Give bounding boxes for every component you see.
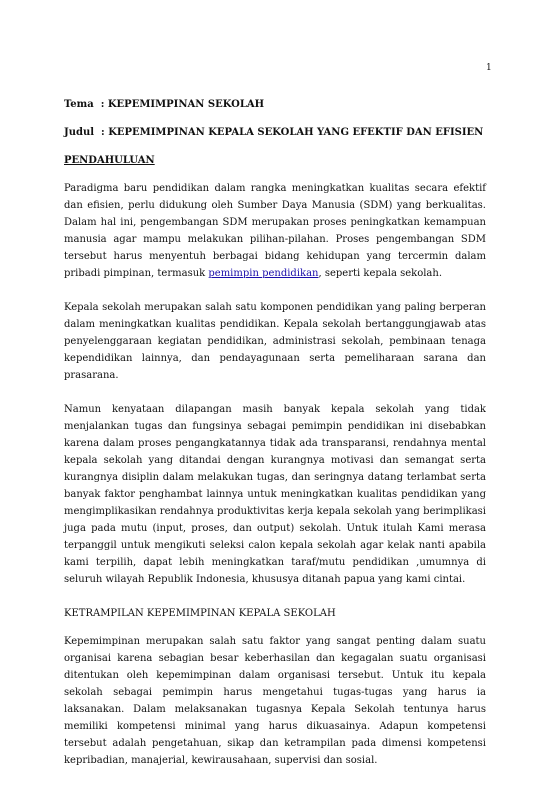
document-body <box>64 96 486 786</box>
keterampilan-heading: KETRAMPILAN KEPEMIMPINAN KEPALA SEKOLAH <box>64 608 336 619</box>
tema-line <box>64 96 486 113</box>
page-number: 1 <box>486 63 492 73</box>
judul-label: Judul <box>64 127 95 138</box>
paragraph-1 <box>64 180 486 282</box>
pemimpin-pendidikan-link[interactable]: pemimpin pendidikan <box>208 268 319 279</box>
pendahuluan-heading: PENDAHULUAN <box>64 155 155 166</box>
paragraph-2: Kepala sekolah merupakan salah satu komponen pendidikan yang paling berperan dalam meningkatkan kualitas pendidikan. Kepala sekolah bertanggungjawab atas penyelenggaraan kegiatan pendidikan, administrasi sekolah, pembinaan tenaga kependidikan lainnya, dan pendayagunaan serta pemeliharaan sarana dan prasarana. <box>64 302 486 381</box>
paragraph-1-text-b: , seperti kepala sekolah. <box>318 268 442 279</box>
judul-line <box>64 124 486 141</box>
tema-value: : KEPEMIMPINAN SEKOLAH <box>100 99 265 110</box>
paragraph-1-text-a: Paradigma baru pendidikan dalam rangka meningkatkan kualitas secara efektif dan efisien, perlu didukung oleh Sumber Daya Manusia (SDM) yang berkualitas. Dalam hal ini, pengembangan SDM merupakan proses peningkatkan kemampuan manusia agar mampu melakukan pilihan-pilahan. Proses pengembangan SDM tersebut harus menyentuh berbagai bidang kehidupan yang tercermin dalam pribadi pimpinan, termasuk <box>64 183 486 279</box>
tema-label: Tema <box>64 99 94 110</box>
judul-value: : KEPEMIMPINAN KEPALA SEKOLAH YANG EFEKTIF DAN EFISIEN <box>101 127 484 138</box>
paragraph-4: Kepemimpinan merupakan salah satu faktor yang sangat penting dalam suatu organisai karena sebagian besar keberhasilan dan kegagalan suatu organisasi ditentukan oleh kepemimpinan dalam organisasi tersebut. Untuk itu kepala sekolah sebagai pemimpin harus mengetahui tugas-tugas yang harus ia laksanakan. Dalam melaksanakan tugasnya Kepala Sekolah tentunya harus memiliki kompetensi minimal yang harus dikuasainya. Adapun kompetensi tersebut adalah pengetahuan, sikap dan ketrampilan pada dimensi kompetensi kepribadian, manajerial, kewirausahaan, supervisi dan sosial. <box>64 636 486 766</box>
paragraph-3: Namun kenyataan dilapangan masih banyak kepala sekolah yang tidak menjalankan tugas dan fungsinya sebagai pemimpin pendidikan ini disebabkan karena dalam proses pengangkatannya tidak ada transparansi, rendahnya mental kepala sekolah yang ditandai dengan kurangnya motivasi dan semangat serta kurangnya disiplin dalam melakukan tugas, dan seringnya datang terlambat serta banyak faktor penghambat lainnya untuk meningkatkan kualitas pendidikan yang mengimplikasikan rendahnya produktivitas kerja kepala sekolah yang berimplikasi juga pada mutu (input, proses, dan output) sekolah. Untuk itulah Kami merasa terpanggil untuk mengikuti seleksi calon kepala sekolah agar kelak nanti apabila kami terpilih, dapat lebih meningkatkan taraf/mutu pendidikan ,umumnya di seluruh wilayah Republik Indonesia, khususya ditanah papua yang kami cintai. <box>64 404 486 585</box>
